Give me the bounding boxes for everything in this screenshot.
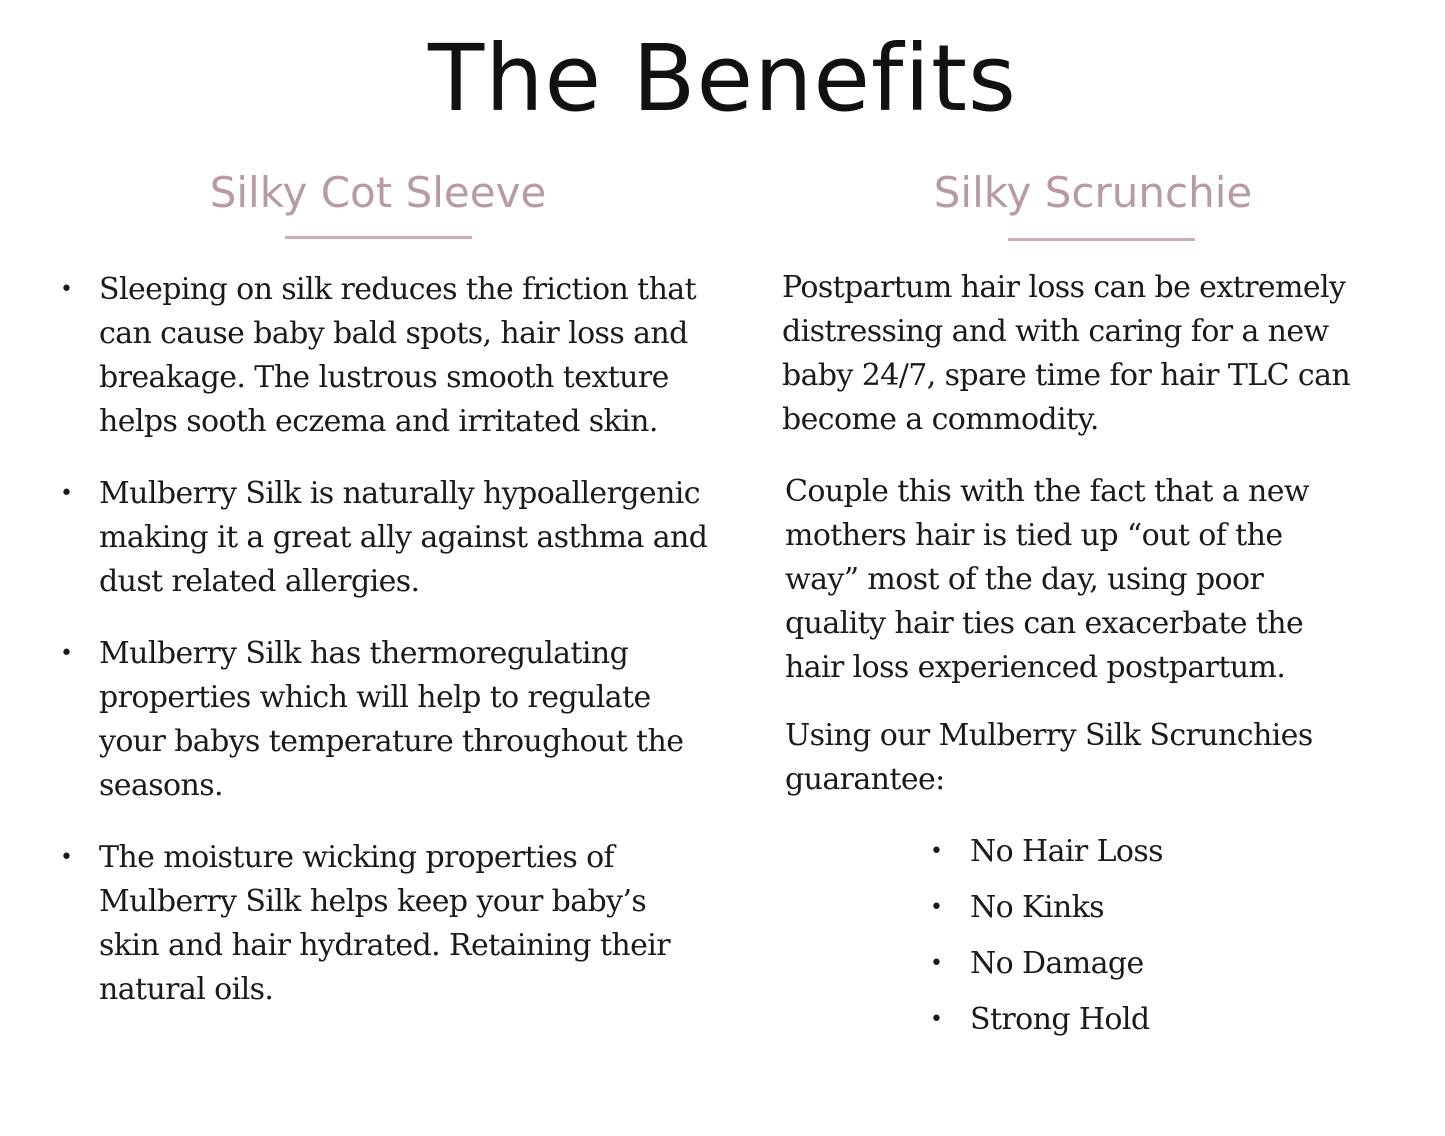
cot-sleeve-heading-underline bbox=[285, 236, 472, 239]
scrunchie-heading-underline bbox=[1008, 238, 1195, 241]
list-item-text: The moisture wicking properties of Mulberry Silk helps keep your baby’s skin and hair hydrated. Retaining their natural oils. bbox=[99, 840, 670, 1007]
list-item-text: Mulberry Silk is naturally hypoallergenic making it a great ally against asthma and dust related allergies. bbox=[99, 476, 708, 599]
list-item bbox=[60, 268, 710, 444]
bullet-icon: • bbox=[60, 641, 73, 666]
list-item-text: Strong Hold bbox=[970, 1002, 1150, 1037]
bullet-icon: • bbox=[60, 481, 73, 506]
list-item bbox=[60, 632, 710, 808]
scrunchie-paragraph-2: Couple this with the fact that a new mothers hair is tied up “out of the way” most of the day, using poor quality hair ties can exacerbate the hair loss experienced postpartum. bbox=[785, 474, 1309, 685]
list-item bbox=[60, 472, 710, 604]
cot-sleeve-benefits-list bbox=[60, 268, 710, 1040]
list-item bbox=[930, 942, 1163, 998]
list-item-text: No Kinks bbox=[970, 890, 1104, 925]
list-item bbox=[60, 836, 710, 1012]
scrunchie-guarantee-list bbox=[930, 830, 1163, 1054]
page-title: The Benefits bbox=[428, 25, 1017, 132]
bullet-icon: • bbox=[930, 951, 943, 976]
scrunchie-heading: Silky Scrunchie bbox=[933, 168, 1253, 217]
bullet-icon: • bbox=[60, 277, 73, 302]
cot-sleeve-heading: Silky Cot Sleeve bbox=[209, 168, 547, 217]
list-item-text: No Hair Loss bbox=[970, 834, 1163, 869]
scrunchie-paragraph-1: Postpartum hair loss can be extremely distressing and with caring for a new baby 24/7, spare time for hair TLC can become a commodity. bbox=[782, 270, 1351, 437]
list-item-text: No Damage bbox=[970, 946, 1144, 981]
list-item bbox=[930, 998, 1163, 1054]
list-item bbox=[930, 886, 1163, 942]
bullet-icon: • bbox=[930, 839, 943, 864]
scrunchie-paragraph-3: Using our Mulberry Silk Scrunchies guarantee: bbox=[785, 718, 1313, 797]
bullet-icon: • bbox=[930, 1007, 943, 1032]
list-item bbox=[930, 830, 1163, 886]
list-item-text: Mulberry Silk has thermoregulating properties which will help to regulate your babys temperature throughout the seasons. bbox=[99, 636, 684, 803]
bullet-icon: • bbox=[60, 845, 73, 870]
list-item-text: Sleeping on silk reduces the friction that can cause baby bald spots, hair loss and breakage. The lustrous smooth texture helps sooth eczema and irritated skin. bbox=[99, 272, 697, 439]
bullet-icon: • bbox=[930, 895, 943, 920]
